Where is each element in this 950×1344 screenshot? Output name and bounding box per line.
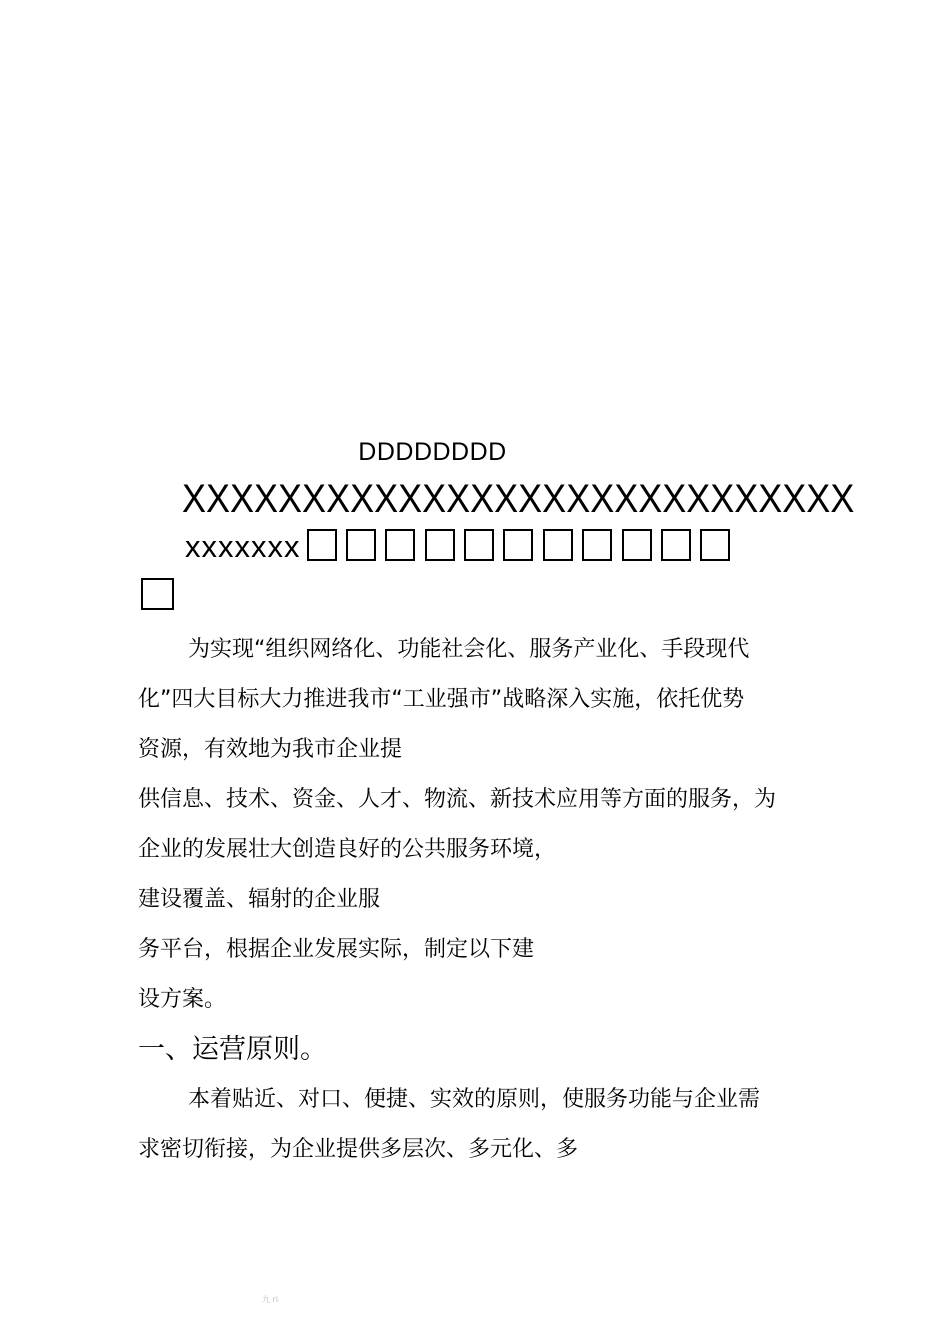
- placeholder-glyph: [385, 529, 415, 561]
- document-title-text: xxxxxxx: [185, 529, 301, 564]
- paragraph-1-line-5: 企业的发展壮大创造良好的公共服务环境，: [138, 837, 557, 862]
- paragraph-1-line-2: 化”四大目标大力推进我市“工业强市”战略深入实施，依托优势: [138, 687, 745, 712]
- paragraph-2-line-2: 求密切衔接，为企业提供多层次、多元化、多: [138, 1137, 579, 1162]
- paragraph-1-line-4: 供信息、技术、资金、人才、物流、新技术应用等方面的服务，为: [138, 787, 777, 812]
- paragraph-1-line-7: 务平台，根据企业发展实际，制定以下建: [138, 937, 535, 962]
- paragraph-1-line-3: 资源，有效地为我市企业提: [138, 737, 403, 762]
- placeholder-glyph: [425, 529, 455, 561]
- document-title-line-2: [185, 525, 740, 569]
- placeholder-glyph-row: [307, 529, 740, 565]
- placeholder-glyph: [464, 529, 494, 561]
- document-header-code: DDDDDDDD: [358, 438, 507, 466]
- section-heading: 一、运营原则。: [138, 1034, 327, 1065]
- document-title-line-1: XXXXXXXXXXXXXXXXXXXXXXXXXXXX: [182, 477, 855, 521]
- paragraph-1-line-1: 为实现“组织网络化、功能社会化、服务产业化、手段现代: [188, 637, 750, 662]
- placeholder-glyph: [307, 529, 337, 561]
- placeholder-glyph: [503, 529, 533, 561]
- placeholder-glyph: [700, 529, 730, 561]
- placeholder-glyph: [543, 529, 573, 561]
- placeholder-glyph: [141, 578, 174, 610]
- paragraph-2-line-1: 本着贴近、对口、便捷、实效的原则，使服务功能与企业需: [188, 1087, 761, 1112]
- placeholder-glyph: [622, 529, 652, 561]
- placeholder-glyph: [582, 529, 612, 561]
- paragraph-1-line-8: 设方案。: [138, 987, 227, 1012]
- paragraph-1-line-6: 建设覆盖、辐射的企业服: [138, 887, 381, 912]
- placeholder-glyph: [346, 529, 376, 561]
- placeholder-glyph: [661, 529, 691, 561]
- footer-mark: 九 ri: [262, 1295, 279, 1304]
